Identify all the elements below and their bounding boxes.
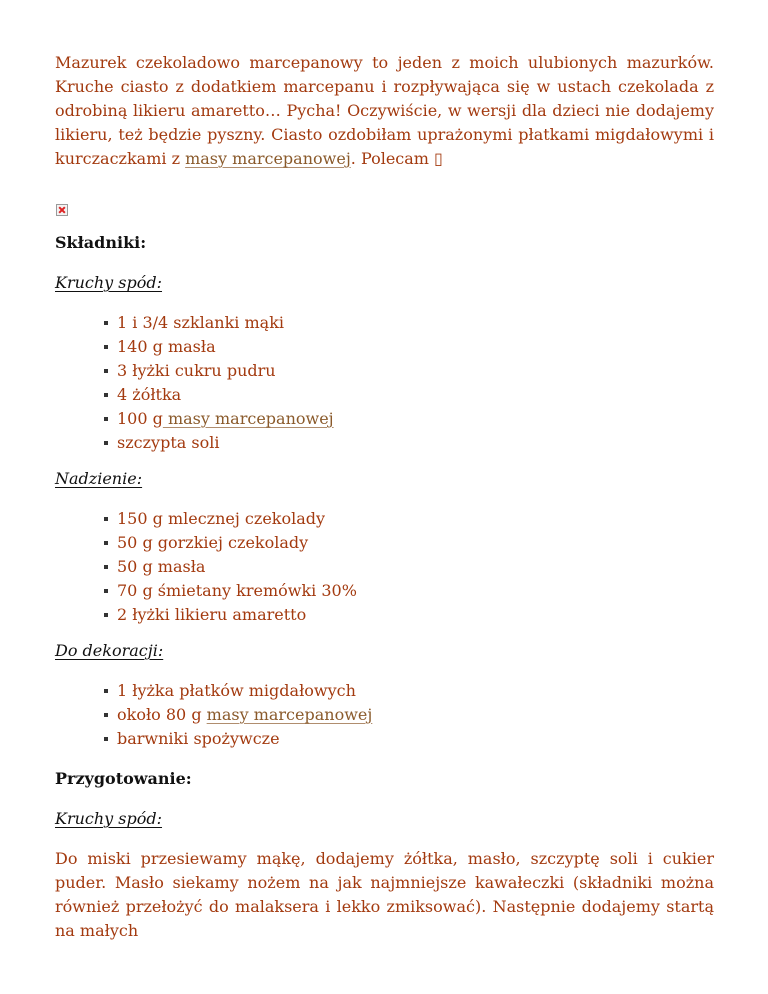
list-item: 50 g gorzkiej czekolady bbox=[101, 531, 714, 555]
list-item bbox=[101, 407, 714, 431]
list-item bbox=[101, 703, 714, 727]
marzipan-link[interactable]: masy marcepanowej bbox=[185, 149, 351, 168]
list-item: barwniki spożywcze bbox=[101, 727, 714, 751]
list-item: szczypta soli bbox=[101, 431, 714, 455]
filling-section-title: Nadzienie: bbox=[55, 469, 143, 488]
crust-section-title: Kruchy spód: bbox=[55, 273, 163, 292]
list-item: 140 g masła bbox=[101, 335, 714, 359]
list-item: 150 g mlecznej czekolady bbox=[101, 507, 714, 531]
broken-image-icon bbox=[56, 204, 68, 216]
list-item: 4 żółtka bbox=[101, 383, 714, 407]
preparation-paragraph: Do miski przesiewamy mąkę, dodajemy żółtka, masło, szczyptę soli i cukier puder. Masło siekamy nożem na jak najmniejsze kawałeczki (składniki można również przełożyć do malaksera i lekko zmiksować). Następnie dodajemy startą na małych bbox=[55, 849, 714, 940]
preparation-heading: Przygotowanie: bbox=[55, 769, 192, 788]
marzipan-link[interactable]: masy marcepanowej bbox=[206, 705, 373, 724]
decoration-ingredients-list bbox=[55, 679, 714, 751]
ingredients-heading: Składniki: bbox=[55, 233, 147, 252]
list-item: 1 łyżka płatków migdałowych bbox=[101, 679, 714, 703]
list-item: 70 g śmietany kremówki 30% bbox=[101, 579, 714, 603]
list-item: 50 g masła bbox=[101, 555, 714, 579]
intro-text-end: . Polecam bbox=[350, 149, 435, 168]
list-item: 3 łyżki cukru pudru bbox=[101, 359, 714, 383]
crust-ingredients-list bbox=[55, 311, 714, 455]
decoration-section-title: Do dekoracji: bbox=[55, 641, 164, 660]
intro-paragraph bbox=[55, 51, 714, 171]
list-item: 2 łyżki likieru amaretto bbox=[101, 603, 714, 627]
emoji-glyph: ▯ bbox=[434, 149, 443, 168]
marzipan-link[interactable]: masy marcepanowej bbox=[162, 409, 334, 428]
filling-ingredients-list bbox=[55, 507, 714, 627]
preparation-crust-title: Kruchy spód: bbox=[55, 809, 163, 828]
intro-text: Mazurek czekoladowo marcepanowy to jeden z moich ulubionych mazurków. Kruche ciasto z dodatkiem marcepanu i rozpływająca się w ustach czekolada z odrobiną likieru amaretto… Pycha! Oczywiście, w wersji dla dzieci nie dodajemy likieru, też będzie pyszny. Ciasto ozdobiłam uprażonymi płatkami migdałowymi i kurczaczkami z bbox=[55, 53, 714, 168]
list-item: 1 i 3/4 szklanki mąki bbox=[101, 311, 714, 335]
item-prefix: około 80 g bbox=[117, 705, 207, 724]
item-prefix: 100 g bbox=[117, 409, 163, 428]
